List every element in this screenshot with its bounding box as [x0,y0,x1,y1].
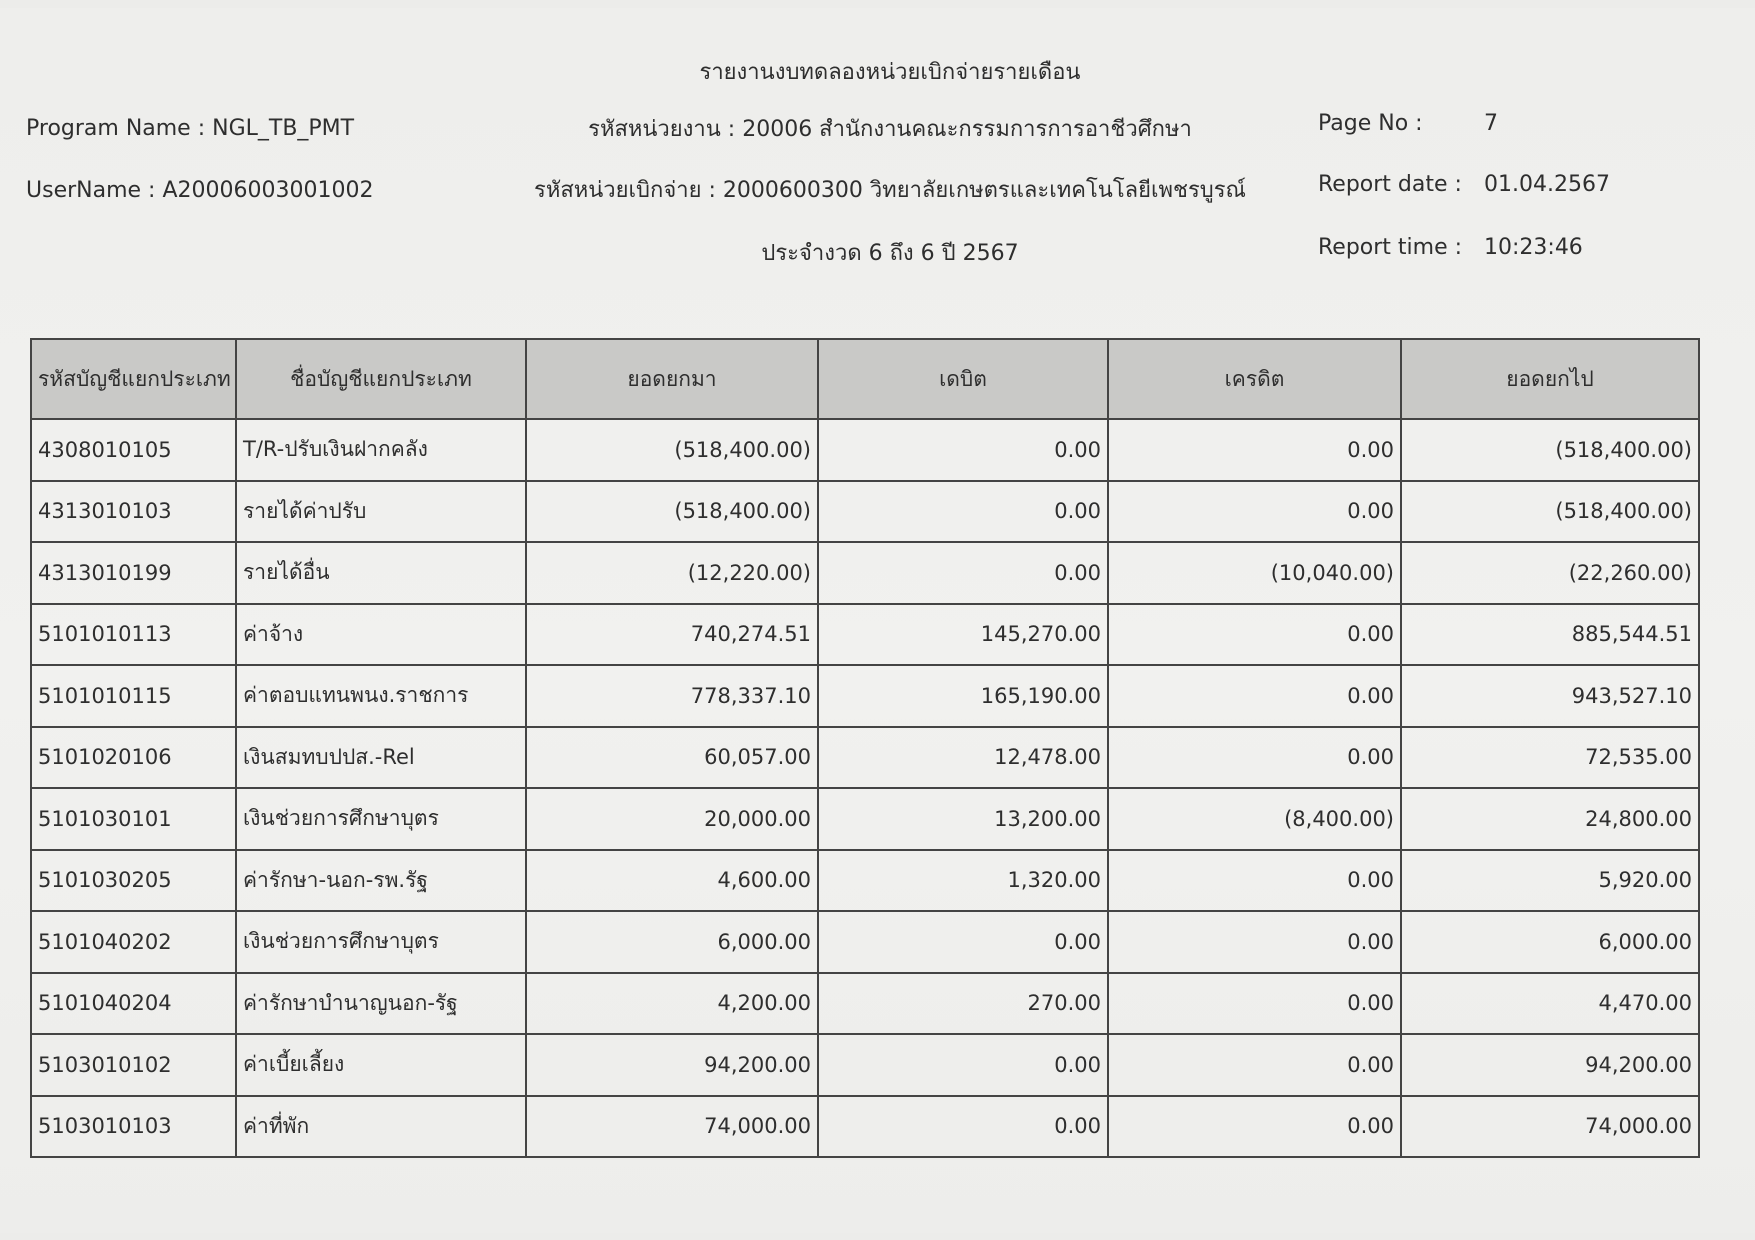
cell-account-code: 4313010199 [31,542,236,604]
report-period: ประจำงวด 6 ถึง 6 ปี 2567 [761,241,1019,266]
cell-carried-forward: 24,800.00 [1401,788,1699,850]
cell-debit: 13,200.00 [818,788,1108,850]
cell-debit: 12,478.00 [818,727,1108,789]
cell-credit: 0.00 [1108,973,1401,1035]
cell-account-name: ค่าจ้าง [236,604,526,666]
cell-credit: 0.00 [1108,911,1401,973]
cell-debit: 0.00 [818,1096,1108,1158]
cell-brought-forward: 740,274.51 [526,604,818,666]
cell-credit: (10,040.00) [1108,542,1401,604]
cell-debit: 270.00 [818,973,1108,1035]
cell-debit: 165,190.00 [818,665,1108,727]
cell-credit: 0.00 [1108,419,1401,481]
cell-brought-forward: 4,200.00 [526,973,818,1035]
column-header-debit: เดบิต [818,339,1108,419]
cell-carried-forward: (518,400.00) [1401,481,1699,543]
table-row [31,481,1699,543]
cell-credit: 0.00 [1108,604,1401,666]
report-date-value: 01.04.2567 [1484,172,1610,197]
cell-credit: 0.00 [1108,1034,1401,1096]
cell-brought-forward: 6,000.00 [526,911,818,973]
table-row [31,973,1699,1035]
cell-brought-forward: 74,000.00 [526,1096,818,1158]
disbursing-unit: รหัสหน่วยเบิกจ่าย : 2000600300 วิทยาลัยเกษตรและเทคโนโลยีเพชรบูรณ์ [534,178,1246,203]
cell-account-name: T/R-ปรับเงินฝากคลัง [236,419,526,481]
cell-account-name: ค่ารักษา-นอก-รพ.รัฐ [236,850,526,912]
cell-carried-forward: 885,544.51 [1401,604,1699,666]
cell-account-code: 5101010115 [31,665,236,727]
cell-debit: 0.00 [818,481,1108,543]
cell-credit: 0.00 [1108,727,1401,789]
user-name: UserName : A20006003001002 [26,178,374,203]
cell-carried-forward: 74,000.00 [1401,1096,1699,1158]
cell-account-name: ค่าเบี้ยเลี้ยง [236,1034,526,1096]
cell-account-name: เงินช่วยการศึกษาบุตร [236,911,526,973]
table-row [31,727,1699,789]
cell-account-code: 5103010102 [31,1034,236,1096]
cell-account-code: 4313010103 [31,481,236,543]
page-no-label: Page No : [1318,111,1423,136]
trial-balance-table [30,338,1700,1158]
cell-brought-forward: 60,057.00 [526,727,818,789]
cell-account-code: 5101040202 [31,911,236,973]
agency-code: รหัสหน่วยงาน : 20006 สำนักงานคณะกรรมการการอาชีวศึกษา [588,117,1192,142]
cell-account-name: เงินช่วยการศึกษาบุตร [236,788,526,850]
cell-brought-forward: (518,400.00) [526,481,818,543]
cell-carried-forward: 6,000.00 [1401,911,1699,973]
cell-credit: 0.00 [1108,850,1401,912]
cell-carried-forward: 72,535.00 [1401,727,1699,789]
program-name: Program Name : NGL_TB_PMT [26,116,355,141]
cell-debit: 1,320.00 [818,850,1108,912]
report-title: รายงานงบทดลองหน่วยเบิกจ่ายรายเดือน [699,60,1081,85]
column-header-account-code: รหัสบัญชีแยกประเภท [31,339,236,419]
cell-debit: 0.00 [818,911,1108,973]
cell-account-code: 4308010105 [31,419,236,481]
cell-brought-forward: 4,600.00 [526,850,818,912]
table-row [31,911,1699,973]
cell-carried-forward: (518,400.00) [1401,419,1699,481]
cell-debit: 145,270.00 [818,604,1108,666]
report-time-label: Report time : [1318,235,1463,260]
table-row [31,419,1699,481]
table-row [31,1034,1699,1096]
cell-debit: 0.00 [818,419,1108,481]
table-row [31,1096,1699,1158]
cell-account-name: ค่ารักษาบำนาญนอก-รัฐ [236,973,526,1035]
cell-brought-forward: (12,220.00) [526,542,818,604]
column-header-credit: เครดิต [1108,339,1401,419]
table-row [31,665,1699,727]
column-header-carried-forward: ยอดยกไป [1401,339,1699,419]
cell-account-name: รายได้อื่น [236,542,526,604]
page-no-value: 7 [1484,111,1498,136]
cell-account-code: 5101040204 [31,973,236,1035]
cell-carried-forward: (22,260.00) [1401,542,1699,604]
report-time-value: 10:23:46 [1484,235,1583,260]
cell-brought-forward: 20,000.00 [526,788,818,850]
cell-debit: 0.00 [818,542,1108,604]
table-body [31,419,1699,1157]
cell-debit: 0.00 [818,1034,1108,1096]
cell-credit: (8,400.00) [1108,788,1401,850]
column-header-account-name: ชื่อบัญชีแยกประเภท [236,339,526,419]
table-row [31,850,1699,912]
report-date-label: Report date : [1318,172,1462,197]
table-row [31,542,1699,604]
cell-account-name: ค่าที่พัก [236,1096,526,1158]
cell-account-code: 5101030205 [31,850,236,912]
cell-account-name: เงินสมทบปปส.-Rel [236,727,526,789]
cell-carried-forward: 5,920.00 [1401,850,1699,912]
cell-carried-forward: 94,200.00 [1401,1034,1699,1096]
cell-credit: 0.00 [1108,481,1401,543]
table-row [31,788,1699,850]
cell-account-code: 5103010103 [31,1096,236,1158]
cell-brought-forward: 94,200.00 [526,1034,818,1096]
table-header-row [31,339,1699,419]
cell-account-code: 5101010113 [31,604,236,666]
cell-account-code: 5101020106 [31,727,236,789]
cell-brought-forward: (518,400.00) [526,419,818,481]
table-row [31,604,1699,666]
cell-credit: 0.00 [1108,665,1401,727]
cell-credit: 0.00 [1108,1096,1401,1158]
cell-carried-forward: 4,470.00 [1401,973,1699,1035]
cell-brought-forward: 778,337.10 [526,665,818,727]
column-header-brought-forward: ยอดยกมา [526,339,818,419]
cell-carried-forward: 943,527.10 [1401,665,1699,727]
cell-account-name: รายได้ค่าปรับ [236,481,526,543]
cell-account-code: 5101030101 [31,788,236,850]
cell-account-name: ค่าตอบแทนพนง.ราชการ [236,665,526,727]
